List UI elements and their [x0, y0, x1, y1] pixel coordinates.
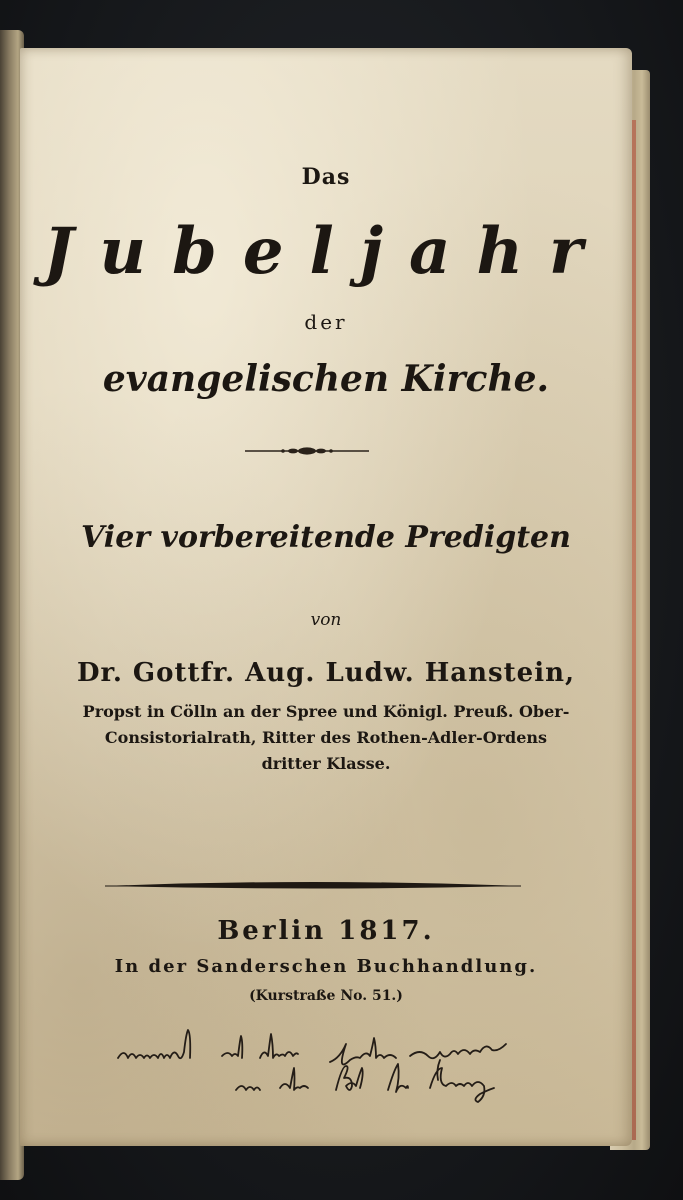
title-der: der	[304, 310, 348, 334]
title-evangelischen-kirche: evangelischen Kirche.	[102, 358, 550, 400]
subtitle: Vier vorbereitende Predigten	[81, 520, 571, 555]
author-title-line-2: Consistorialrath, Ritter des Rothen-Adler-Ordens	[104, 728, 548, 747]
title-page	[20, 48, 632, 1146]
imprint-publisher: In der Sanderschen Buchhandlung.	[114, 956, 538, 977]
imprint-address: (Kurstraße No. 51.)	[249, 988, 403, 1004]
imprint-rule	[105, 879, 521, 893]
author-title-line-1: Propst in Cölln an der Spree und Königl. Preuß. Ober-	[82, 702, 570, 721]
handwritten-inscription	[110, 1016, 610, 1106]
imprint-place-year: Berlin 1817.	[217, 916, 435, 946]
author-title-line-3: dritter Klasse.	[261, 754, 391, 773]
author-name: Dr. Gottfr. Aug. Ludw. Hanstein,	[76, 658, 576, 688]
title-jubeljahr: Jubeljahr	[43, 214, 609, 289]
title-das: Das	[301, 164, 351, 190]
by-line: von	[310, 610, 342, 630]
ornament-divider	[245, 444, 369, 458]
